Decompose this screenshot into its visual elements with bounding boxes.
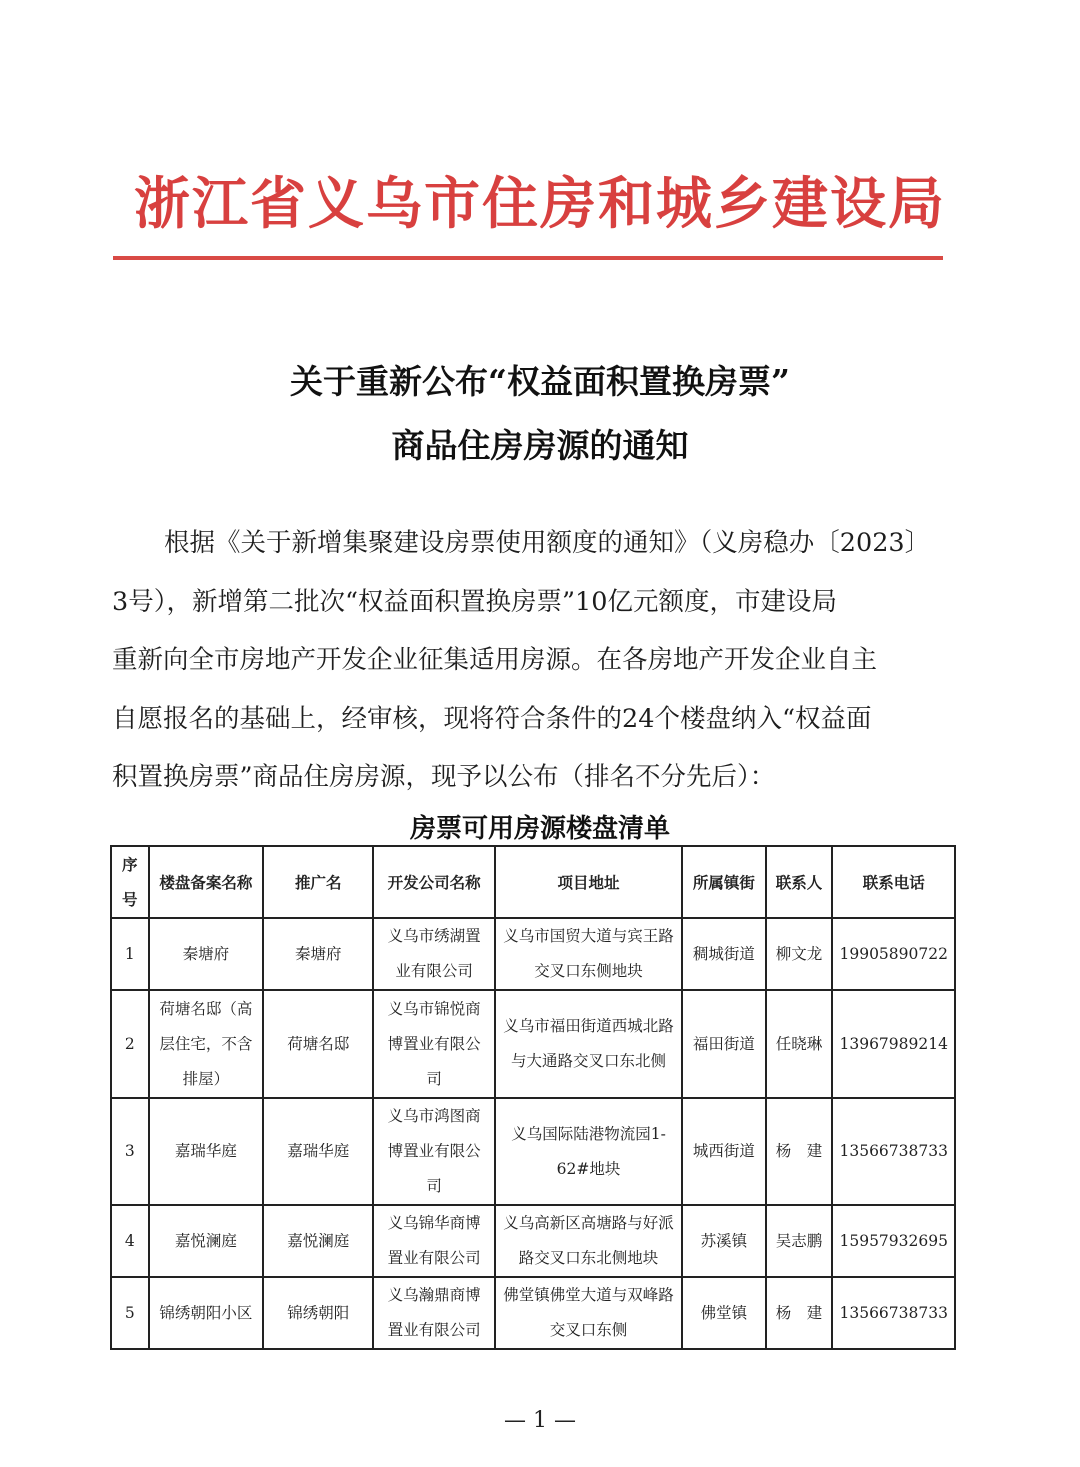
table-row — [111, 918, 955, 990]
cell-phone: 15957932695 — [832, 1205, 955, 1277]
body-paragraph — [112, 514, 968, 807]
cell-contact: 柳文龙 — [766, 918, 833, 990]
table-title: 房票可用房源楼盘清单 — [409, 814, 670, 844]
body-line: 积置换房票”商品住房房源，现予以公布（排名不分先后）： — [112, 762, 776, 792]
cell-town: 苏溪镇 — [682, 1205, 765, 1277]
cell-promo-name: 锦绣朝阳 — [263, 1277, 373, 1349]
cell-town: 佛堂镇 — [682, 1277, 765, 1349]
cell-no: 5 — [111, 1277, 149, 1349]
cell-address: 佛堂镇佛堂大道与双峰路交叉口东侧 — [495, 1277, 682, 1349]
cell-contact: 任晓琳 — [766, 990, 833, 1098]
cell-phone: 13566738733 — [832, 1098, 955, 1205]
cell-no: 2 — [111, 990, 149, 1098]
cell-contact: 吴志鹏 — [766, 1205, 833, 1277]
cell-no: 3 — [111, 1098, 149, 1205]
cell-registered-name: 秦塘府 — [149, 918, 264, 990]
body-line: 重新向全市房地产开发企业征集适用房源。在各房地产开发企业自主 — [112, 645, 878, 675]
cell-registered-name: 嘉瑞华庭 — [149, 1098, 264, 1205]
cell-address: 义乌高新区高塘路与好派路交叉口东北侧地块 — [495, 1205, 682, 1277]
table-header-row — [111, 846, 955, 918]
body-line: 自愿报名的基础上，经审核，现将符合条件的24个楼盘纳入“权益面 — [112, 703, 872, 734]
cell-address: 义乌市国贸大道与宾王路交叉口东侧地块 — [495, 918, 682, 990]
body-line: 3号），新增第二批次“权益面积置换房票”10亿元额度，市建设局 — [112, 586, 837, 617]
table-row — [111, 990, 955, 1098]
header-contact: 联系人 — [766, 846, 833, 918]
header-registered-name: 楼盘备案名称 — [149, 846, 264, 918]
cell-registered-name: 锦绣朝阳小区 — [149, 1277, 264, 1349]
header-developer: 开发公司名称 — [373, 846, 495, 918]
cell-phone: 13566738733 — [832, 1277, 955, 1349]
cell-promo-name: 秦塘府 — [263, 918, 373, 990]
cell-town: 稠城街道 — [682, 918, 765, 990]
cell-promo-name: 嘉瑞华庭 — [263, 1098, 373, 1205]
header-town: 所属镇街 — [682, 846, 765, 918]
header-phone: 联系电话 — [832, 846, 955, 918]
cell-developer: 义乌市鸿图商博置业有限公司 — [373, 1098, 495, 1205]
page-number: — 1 — — [504, 1408, 576, 1433]
cell-town: 福田街道 — [682, 990, 765, 1098]
cell-address: 义乌市福田街道西城北路与大通路交叉口东北侧 — [495, 990, 682, 1098]
header-promo-name: 推广名 — [263, 846, 373, 918]
table-row — [111, 1205, 955, 1277]
issuer-letterhead: 浙江省义乌市住房和城乡建设局 — [134, 172, 946, 237]
cell-registered-name: 荷塘名邸（高层住宅，不含排屋） — [149, 990, 264, 1098]
cell-developer: 义乌锦华商博置业有限公司 — [373, 1205, 495, 1277]
body-line: 根据《关于新增集聚建设房票使用额度的通知》（义房稳办〔2023〕 — [164, 528, 931, 558]
cell-no: 1 — [111, 918, 149, 990]
cell-promo-name: 嘉悦澜庭 — [263, 1205, 373, 1277]
document-title-line1: 关于重新公布“权益面积置换房票” — [290, 362, 790, 401]
cell-address: 义乌国际陆港物流园1-62#地块 — [495, 1098, 682, 1205]
cell-registered-name: 嘉悦澜庭 — [149, 1205, 264, 1277]
cell-promo-name: 荷塘名邸 — [263, 990, 373, 1098]
cell-phone: 19905890722 — [832, 918, 955, 990]
header-address: 项目地址 — [495, 846, 682, 918]
letterhead-divider — [113, 256, 943, 260]
cell-no: 4 — [111, 1205, 149, 1277]
cell-contact: 杨 建 — [766, 1098, 833, 1205]
document-title-line2: 商品住房房源的通知 — [391, 426, 689, 465]
cell-phone: 13967989214 — [832, 990, 955, 1098]
cell-developer: 义乌瀚鼎商博置业有限公司 — [373, 1277, 495, 1349]
cell-developer: 义乌市绣湖置业有限公司 — [373, 918, 495, 990]
cell-contact: 杨 建 — [766, 1277, 833, 1349]
housing-list-table — [110, 845, 956, 1350]
cell-town: 城西街道 — [682, 1098, 765, 1205]
cell-developer: 义乌市锦悦商博置业有限公司 — [373, 990, 495, 1098]
header-no: 序号 — [111, 846, 149, 918]
table-row — [111, 1277, 955, 1349]
table-row — [111, 1098, 955, 1205]
